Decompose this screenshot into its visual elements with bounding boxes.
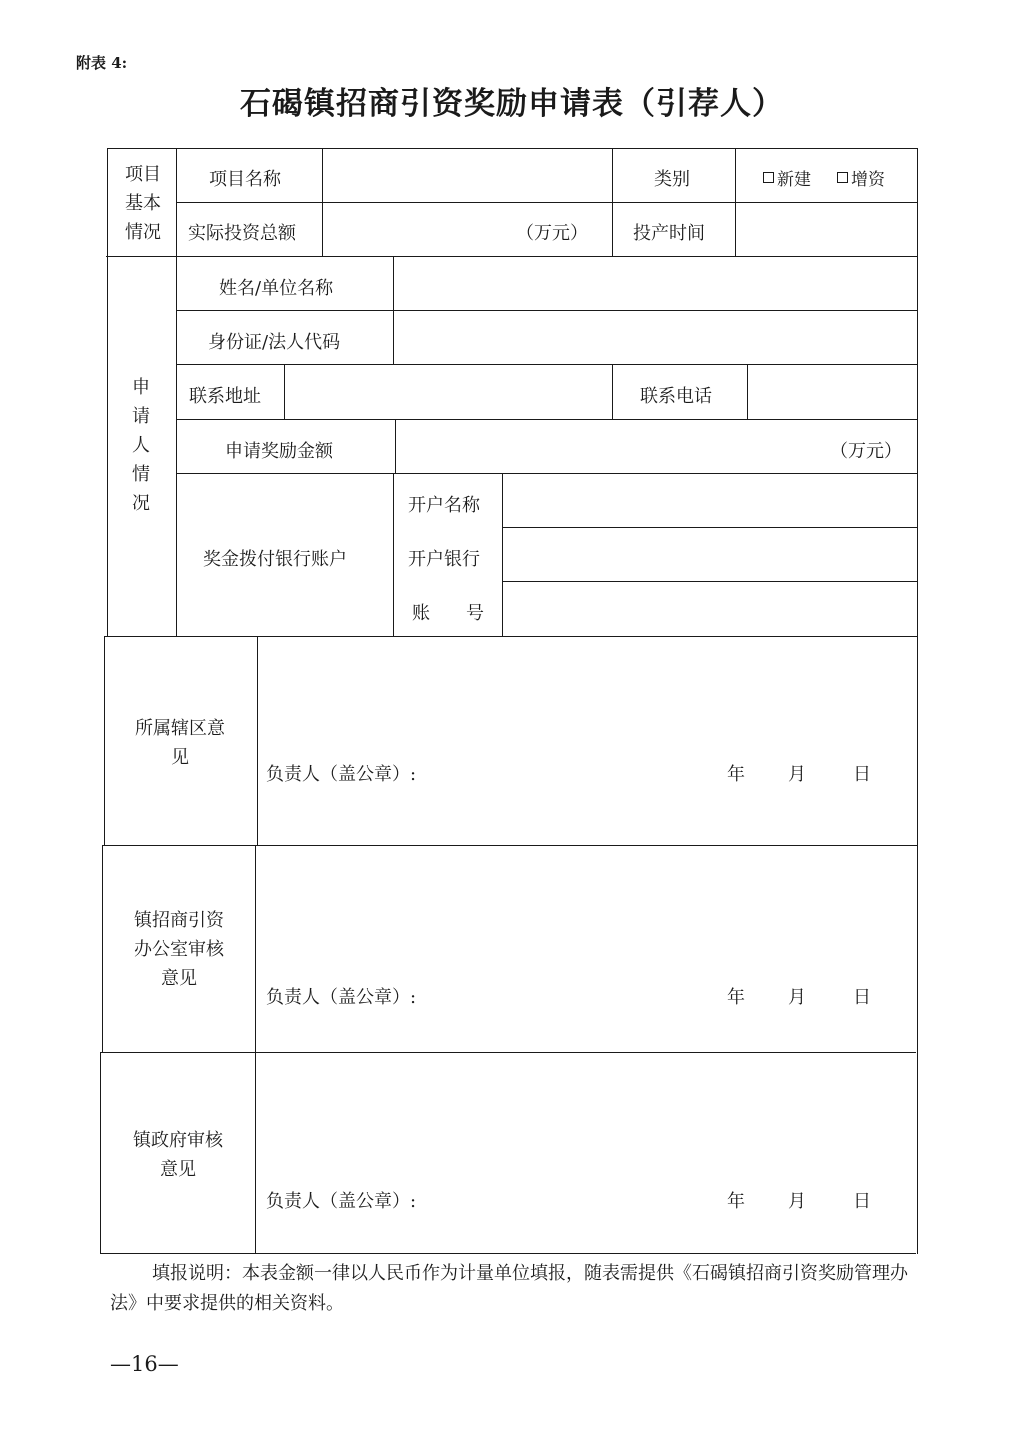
account-name-field[interactable] — [503, 474, 917, 527]
border-line — [100, 1052, 101, 1254]
district-month-label: 月 — [788, 764, 806, 785]
account-number-field[interactable] — [503, 582, 917, 636]
account-number-label: 账 号 — [412, 603, 484, 624]
project-section-label: 项目基本情况 — [125, 164, 161, 243]
phone-label: 联系电话 — [640, 386, 712, 407]
category-option-new-label: 新建 — [777, 170, 811, 190]
start-time-label: 投产时间 — [633, 223, 705, 244]
border-line — [176, 148, 177, 636]
reward-unit: （万元） — [830, 441, 902, 462]
applicant-name-label: 姓名/单位名称 — [219, 278, 334, 299]
investment-unit: （万元） — [516, 223, 588, 244]
applicant-section-label: 申请人情况 — [132, 377, 150, 514]
border-line — [917, 148, 918, 1254]
border-line — [393, 473, 394, 636]
district-day-label: 日 — [853, 764, 871, 785]
district-opinion-label: 所属辖区意见 — [135, 718, 225, 768]
government-year-label: 年 — [727, 1191, 745, 1212]
government-opinion-field[interactable] — [256, 1053, 917, 1253]
annex-label: 附表 4: — [76, 54, 128, 72]
border-line — [104, 636, 105, 845]
border-line — [100, 1253, 916, 1254]
phone-field[interactable] — [748, 365, 917, 419]
border-line — [612, 364, 613, 419]
checkbox-icon[interactable] — [837, 172, 848, 183]
bank-name-field[interactable] — [503, 528, 917, 581]
category-option-increase-label: 增资 — [851, 170, 885, 190]
bank-account-label: 奖金拨付银行账户 — [203, 549, 347, 570]
investment-office-month-label: 月 — [788, 987, 806, 1008]
district-signer-label: 负责人（盖公章）: — [266, 764, 417, 785]
category-option-increase[interactable] — [837, 165, 885, 190]
page-number: —16— — [110, 1352, 179, 1376]
start-time-field[interactable] — [736, 203, 917, 256]
investment-office-opinion-field[interactable] — [256, 846, 917, 1052]
investment-office-year-label: 年 — [727, 987, 745, 1008]
investment-office-opinion-label: 镇招商引资办公室审核意见 — [134, 910, 224, 989]
page-title: 石碣镇招商引资奖励申请表（引荐人） — [240, 86, 784, 122]
applicant-name-field[interactable] — [394, 257, 917, 310]
government-signer-label: 负责人（盖公章）: — [266, 1191, 417, 1212]
bank-name-label: 开户银行 — [408, 549, 480, 570]
investment-office-signer-label: 负责人（盖公章）: — [266, 987, 417, 1008]
border-line — [612, 148, 613, 256]
filling-instructions: 填报说明：本表金额一律以人民币作为计量单位填报，随表需提供《石碣镇招商引资奖励管理办法》中要求提供的相关资料。 — [110, 1263, 908, 1314]
checkbox-icon[interactable] — [763, 172, 774, 183]
address-label: 联系地址 — [189, 386, 261, 407]
district-opinion-field[interactable] — [258, 637, 917, 845]
district-year-label: 年 — [727, 764, 745, 785]
government-opinion-label: 镇政府审核意见 — [133, 1130, 223, 1180]
id-label: 身份证/法人代码 — [208, 332, 341, 353]
project-name-label: 项目名称 — [209, 169, 281, 190]
project-name-field[interactable] — [323, 149, 611, 202]
account-name-label: 开户名称 — [408, 495, 480, 516]
government-day-label: 日 — [853, 1191, 871, 1212]
address-field[interactable] — [285, 365, 612, 419]
category-option-new[interactable] — [763, 165, 811, 190]
border-line — [102, 845, 103, 1052]
border-line — [107, 148, 108, 636]
reward-amount-label: 申请奖励金额 — [225, 441, 333, 462]
category-label: 类别 — [654, 169, 690, 190]
investment-office-day-label: 日 — [853, 987, 871, 1008]
government-month-label: 月 — [788, 1191, 806, 1212]
id-field[interactable] — [394, 311, 917, 364]
investment-label: 实际投资总额 — [188, 223, 296, 244]
